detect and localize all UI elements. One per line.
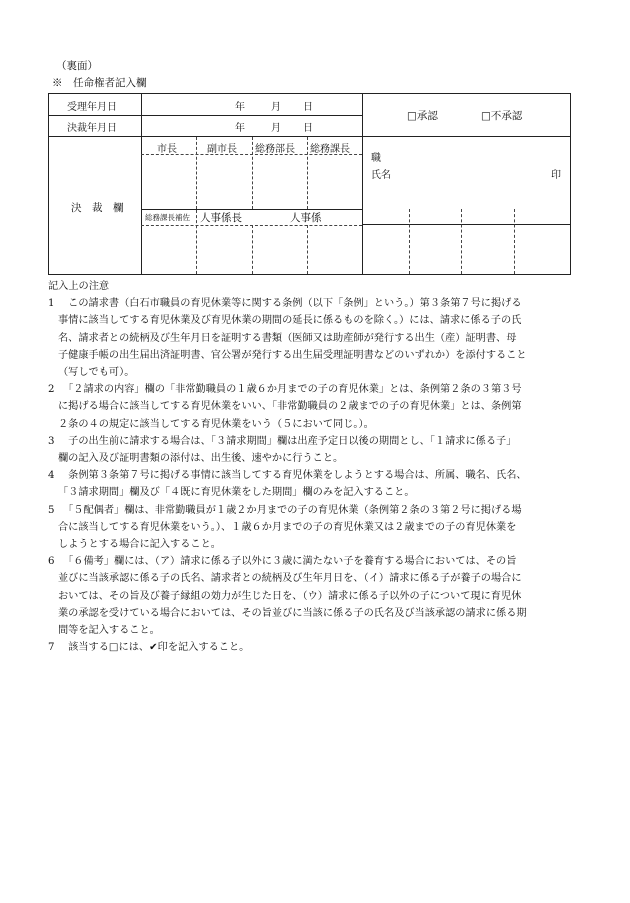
approver-general-affairs-director: 総務部長: [255, 144, 295, 155]
note-number: 5: [48, 504, 55, 516]
note-text: に掲げる場合に該当してする育児休業をいい、「非常勤職員の２歳までの子の育児休業」とは、条例第: [58, 401, 522, 413]
note-text: 間等を記入すること。: [58, 625, 160, 637]
page-side-label: （裏面）: [56, 60, 98, 72]
reject-checkbox[interactable]: □不承認: [481, 110, 523, 122]
approve-checkbox[interactable]: □承認: [407, 110, 438, 122]
received-year: 年: [235, 102, 245, 113]
note-line: [48, 295, 588, 312]
received-date-label: 受理年月日: [67, 102, 117, 113]
note-number: 7: [48, 642, 55, 654]
note-line: [48, 364, 588, 381]
approver-general-affairs-manager: 総務課長: [310, 144, 350, 155]
note-line: [48, 502, 588, 519]
note-text: 業の承認を受けている場合においては、その旨並びに当該に係る子の氏名及び当該承認の請求に係る期: [58, 607, 527, 619]
note-text: （写しでも可）。: [58, 367, 135, 379]
note-text: この請求書（白石市職員の育児休業等に関する条例（以下「条例」という。）第３条第７号に掲げる: [58, 298, 522, 310]
note-text: 子の出生前に請求する場合は、「３請求期間」欄は出産予定日以後の期間とし、「１請求に係る子」: [58, 435, 517, 447]
hr-chief-label: 人事係長: [200, 212, 242, 224]
note-text: 名、請求者との続柄及び生年月日を証明する書類（医師又は助産師が発行する出生（産）証明書、母: [58, 332, 517, 344]
note-line: [48, 433, 588, 450]
note-line: [48, 467, 588, 484]
note-line: [48, 450, 588, 467]
note-line: [48, 536, 588, 553]
note-text: 合に該当してする育児休業をいう。）、１歳６か月までの子の育児休業又は２歳までの子の育児休業を: [58, 521, 517, 533]
note-line: [48, 570, 588, 587]
decided-date-label: 決裁年月日: [67, 123, 117, 134]
note-text: おいては、その旨及び養子縁組の効力が生じた日を、（ウ）請求に係る子以外の子について現に育児休: [58, 590, 522, 602]
decided-day: 日: [303, 123, 313, 134]
position-label: 職: [371, 153, 381, 164]
note-number: 4: [48, 470, 55, 482]
decision-column-label: 決 裁 欄: [71, 202, 124, 214]
note-line: [48, 588, 588, 605]
seal-label: 印: [551, 170, 561, 181]
hr-staff-label: 人事係: [290, 212, 322, 224]
note-line: [48, 312, 588, 329]
note-number: 1: [48, 298, 55, 310]
note-text: 「６備考」欄には、（ア）請求に係る子以外に３歳に満たない子を養育する場合においては、その旨: [58, 556, 517, 568]
note-line: [48, 553, 588, 570]
note-text: 条例第３条第７号に掲げる事情に該当してする育児休業をしようとする場合は、所属、職名、氏名、: [58, 470, 527, 482]
note-text: 「３請求期間」欄及び「４既に育児休業をした期間」欄のみを記入すること。: [58, 487, 415, 499]
note-number: 6: [48, 556, 55, 568]
received-day: 日: [303, 102, 313, 113]
section-title: ※ 任命権者記入欄: [52, 77, 147, 89]
note-line: [48, 622, 588, 639]
note-line: [48, 416, 588, 433]
entry-notes: [48, 278, 588, 656]
note-text: ２条の４の規定に該当してする育児休業をいう（５において同じ。）。: [58, 418, 374, 430]
note-line: [48, 347, 588, 364]
note-line: [48, 519, 588, 536]
note-line: [48, 605, 588, 622]
approver-mayor: 市長: [157, 144, 177, 155]
decided-month: 月: [271, 123, 281, 134]
note-text: 「２請求の内容」欄の「非常勤職員の１歳６か月までの子の育児休業」とは、条例第２条の３第３号: [58, 384, 522, 396]
approver-deputy-mayor: 副市長: [207, 144, 237, 155]
note-line: [48, 398, 588, 415]
note-text: 欄の記入及び証明書類の添付は、出生後、速やかに行うこと。: [58, 453, 344, 465]
note-text: 「５配偶者」欄は、非常勤職員が１歳２か月までの子の育児休業（条例第２条の３第２号に掲げる場: [58, 504, 522, 516]
note-text: 子健康手帳の出生届出済証明書、官公署が発行する出生届受理証明書などのいずれか）を添付すること: [58, 349, 527, 361]
notes-title: 記入上の注意: [48, 281, 110, 292]
note-line: [48, 484, 588, 501]
note-line: [48, 381, 588, 398]
note-text: 並びに当該承認に係る子の氏名、請求者との続柄及び生年月日を、（イ）請求に係る子が養子の場合に: [58, 573, 522, 585]
name-label: 氏名: [371, 170, 391, 181]
note-line: [48, 639, 588, 656]
note-number: 2: [48, 384, 55, 396]
note-text: しようとする場合に記入すること。: [58, 539, 221, 551]
note-text: 事情に該当してする育児休業及び育児休業の期間の延長に係るものを除く。）には、請求に係る子の氏: [58, 315, 522, 327]
appointer-entry-table: [48, 93, 571, 275]
note-line: [48, 330, 588, 347]
note-text: 該当する□には、✔印を記入すること。: [58, 642, 250, 654]
note-number: 3: [48, 435, 55, 447]
received-month: 月: [271, 102, 281, 113]
decided-year: 年: [235, 123, 245, 134]
assistant-manager-label: 総務課長補佐: [145, 213, 190, 222]
